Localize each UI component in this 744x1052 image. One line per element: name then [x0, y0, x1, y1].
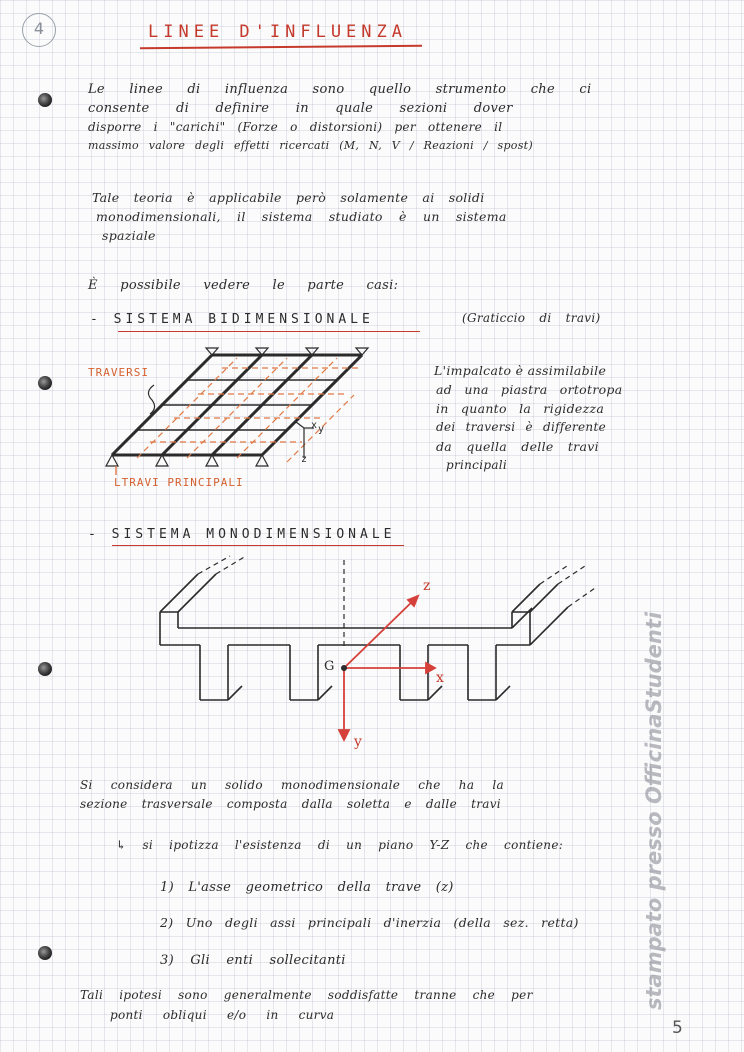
section-heading-monodim: - SISTEMA MONODIMENSIONALE: [88, 527, 396, 542]
hypothesis-intro: ↳ si ipotizza l'esistenza di un piano Y-Z che contiene:: [116, 838, 564, 852]
heading-underline: [118, 331, 420, 332]
axis-label-z: z: [423, 578, 431, 594]
final-line: ponti obliqui e/o in curva: [110, 1008, 335, 1022]
section-heading-bidim: - SISTEMA BIDIMENSIONALE: [90, 312, 374, 327]
bidim-side-text: in quanto la rigidezza: [436, 401, 605, 416]
bidim-side-text: dei traversi è differente: [436, 420, 606, 434]
grillage-diagram: [92, 340, 372, 480]
conclusion-line: sezione trasversale composta dalla soletta e dalle travi: [80, 797, 501, 811]
bidim-side-text: ad una piastra ortotropa: [436, 382, 623, 397]
theory-line: Tale teoria è applicabile però solamente ai solidi: [92, 190, 485, 205]
binder-hole: [38, 376, 52, 390]
final-line: Tali ipotesi sono generalmente soddisfatte tranne che per: [80, 988, 533, 1002]
bidim-side-text: L'impalcato è assimilabile: [434, 363, 607, 378]
intro-line: consente di definire in quale sezioni dover: [88, 101, 513, 116]
bridge-section-diagram: [150, 550, 610, 750]
page-badge-label: 4: [33, 19, 45, 38]
title-underline: [140, 45, 422, 49]
watermark: stampato presso OfficinaStudenti: [642, 611, 666, 1010]
page-number: 5: [672, 1018, 683, 1038]
axis-label-x: x: [311, 420, 318, 431]
hypothesis-item: 2) Uno degli assi principali d'inerzia (della sez. retta): [160, 915, 579, 930]
conclusion-line: Si considera un solido monodimensionale che ha la: [80, 778, 504, 792]
axis-label-y: y: [318, 424, 325, 435]
theory-line: monodimensionali, il sistema studiato è un sistema: [96, 209, 507, 224]
label-travi-principali: LTRAVI PRINCIPALI: [114, 476, 244, 489]
axis-label-x: x: [436, 670, 445, 686]
axis-label-y: y: [354, 734, 363, 750]
binder-hole: [38, 93, 52, 107]
hypothesis-item: 1) L'asse geometrico della trave (z): [160, 880, 454, 895]
heading-underline: [112, 545, 404, 546]
axis-label-z: z: [301, 454, 308, 465]
page-title: LINEE D'INFLUENZA: [148, 22, 407, 42]
bidim-side-text: principali: [446, 458, 508, 472]
bidim-note: (Graticcio di travi): [462, 311, 601, 325]
label-traversi: TRAVERSI: [88, 366, 149, 379]
intro-line: disporre i "carichi" (Forze o distorsioni) per ottenere il: [88, 120, 503, 134]
theory-line: spaziale: [102, 228, 156, 243]
hypothesis-item: 3) Gli enti sollecitanti: [160, 953, 346, 968]
bidim-side-text: da quella delle travi: [436, 439, 599, 454]
binder-hole: [38, 946, 52, 960]
binder-hole: [38, 662, 52, 676]
intro-line: massimo valore degli effetti ricercati (M, N, V / Reazioni / spost): [88, 139, 533, 152]
centroid-label: G: [324, 659, 335, 674]
page-badge: [22, 13, 56, 47]
cases-intro: È possibile vedere le parte casi:: [88, 278, 399, 293]
intro-line: Le linee di influenza sono quello strumento che ci: [88, 82, 592, 97]
